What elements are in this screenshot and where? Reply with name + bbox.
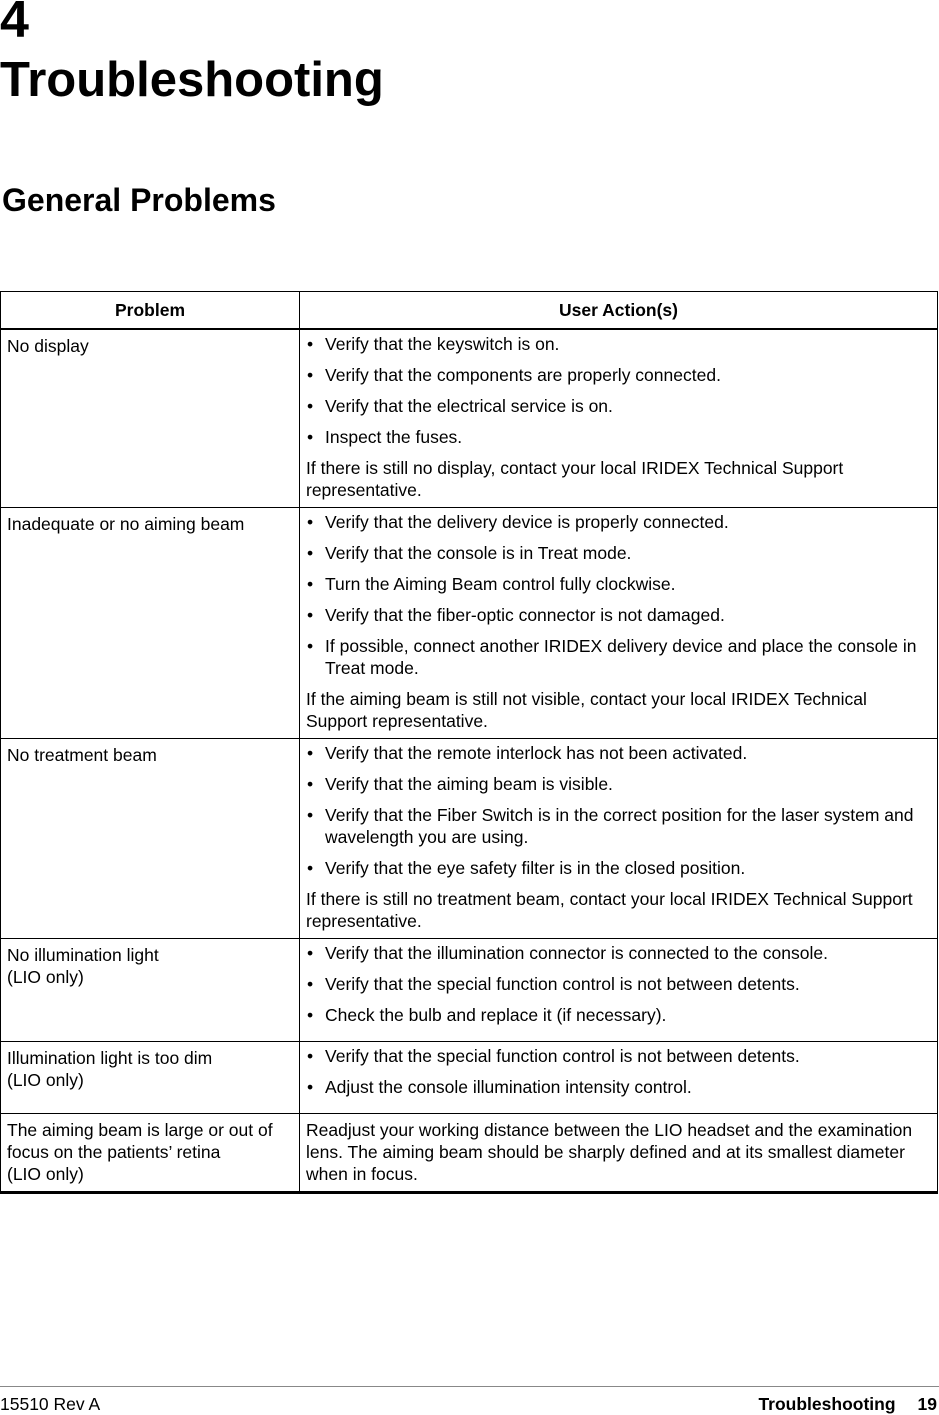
- table-row: [1, 508, 938, 739]
- action-note: If there is still no treatment beam, contact your local IRIDEX Technical Support representative.: [306, 889, 913, 931]
- problem-cell: [1, 739, 300, 939]
- table-row: [1, 1114, 938, 1193]
- action-text: Adjust the console illumination intensity control.: [325, 1077, 692, 1097]
- action-item: [306, 395, 931, 417]
- table-body: [1, 329, 938, 1193]
- bullet-icon: •: [307, 805, 314, 825]
- action-note: Readjust your working distance between the LIO headset and the examination lens. The aiming beam should be sharply defined and at its smallest diameter when in focus.: [306, 1120, 913, 1184]
- footer-page-label: [758, 1394, 937, 1415]
- problem-text: (LIO only): [7, 1070, 84, 1090]
- action-list: [306, 942, 931, 1026]
- table-row: [1, 939, 938, 1042]
- action-text: Verify that the keyswitch is on.: [325, 334, 560, 354]
- action-text: Verify that the delivery device is properly connected.: [325, 512, 729, 532]
- action-item: [306, 364, 931, 386]
- table-row: [1, 1042, 938, 1114]
- actions-cell: [300, 739, 938, 939]
- action-item: [306, 973, 931, 995]
- action-text: Verify that the remote interlock has not been activated.: [325, 743, 748, 763]
- bullet-icon: •: [307, 543, 314, 563]
- bullet-icon: •: [307, 636, 314, 656]
- problem-column-header: Problem: [1, 292, 300, 330]
- bullet-icon: •: [307, 1077, 314, 1097]
- action-text: Verify that the illumination connector is connected to the console.: [325, 943, 828, 963]
- table-header-row: [1, 292, 938, 330]
- problem-text: No treatment beam: [7, 745, 157, 765]
- footer-divider: [0, 1386, 939, 1387]
- actions-cell: [300, 508, 938, 739]
- bullet-icon: •: [307, 974, 314, 994]
- action-item: [306, 333, 931, 355]
- problem-cell: [1, 329, 300, 508]
- bullet-icon: •: [307, 1046, 314, 1066]
- bullet-icon: •: [307, 427, 314, 447]
- actions-cell: [300, 1114, 938, 1193]
- actions-cell: [300, 329, 938, 508]
- bullet-icon: •: [307, 396, 314, 416]
- action-item: [306, 511, 931, 533]
- actions-cell: [300, 1042, 938, 1114]
- action-text: Verify that the components are properly connected.: [325, 365, 721, 385]
- chapter-title: Troubleshooting: [0, 53, 384, 107]
- action-text: Verify that the fiber-optic connector is not damaged.: [325, 605, 725, 625]
- action-item: [306, 742, 931, 764]
- action-item: [306, 1076, 931, 1098]
- footer-page-number: 19: [917, 1394, 937, 1414]
- problem-text: (LIO only): [7, 967, 84, 987]
- action-list: [306, 511, 931, 679]
- action-item: [306, 942, 931, 964]
- problem-cell: [1, 1042, 300, 1114]
- footer-chapter-label: Troubleshooting: [758, 1394, 896, 1414]
- bullet-icon: •: [307, 858, 314, 878]
- action-text: Turn the Aiming Beam control fully clockwise.: [325, 574, 676, 594]
- bullet-icon: •: [307, 365, 314, 385]
- bullet-icon: •: [307, 1005, 314, 1025]
- bullet-icon: •: [307, 774, 314, 794]
- action-note: If there is still no display, contact your local IRIDEX Technical Support representative.: [306, 458, 844, 500]
- bullet-icon: •: [307, 512, 314, 532]
- action-item: [306, 573, 931, 595]
- footer-doc-id: 15510 Rev A: [0, 1394, 101, 1414]
- problem-text: Illumination light is too dim: [7, 1048, 213, 1068]
- action-text: Verify that the console is in Treat mode.: [325, 543, 632, 563]
- bullet-icon: •: [307, 574, 314, 594]
- action-item: [306, 857, 931, 879]
- action-list: [306, 742, 931, 879]
- action-note: If the aiming beam is still not visible, contact your local IRIDEX Technical Support representative.: [306, 689, 867, 731]
- bullet-icon: •: [307, 943, 314, 963]
- action-text: Verify that the Fiber Switch is in the correct position for the laser system and wavelength you are using.: [325, 805, 914, 847]
- action-text: If possible, connect another IRIDEX delivery device and place the console in Treat mode.: [325, 636, 917, 678]
- action-text: Verify that the special function control is not between detents.: [325, 1046, 800, 1066]
- action-item: [306, 426, 931, 448]
- action-item: [306, 773, 931, 795]
- action-item: [306, 1045, 931, 1067]
- problem-text: No illumination light: [7, 945, 159, 965]
- bullet-icon: •: [307, 743, 314, 763]
- problem-text: The aiming beam is large or out of focus on the patients’ retina: [7, 1120, 273, 1162]
- bullet-icon: •: [307, 605, 314, 625]
- action-item: [306, 635, 931, 679]
- action-text: Verify that the aiming beam is visible.: [325, 774, 613, 794]
- actions-cell: [300, 939, 938, 1042]
- action-list: [306, 333, 931, 448]
- table-row: [1, 329, 938, 508]
- action-item: [306, 604, 931, 626]
- bullet-icon: •: [307, 334, 314, 354]
- section-title: General Problems: [2, 182, 276, 218]
- problem-cell: [1, 508, 300, 739]
- action-item: [306, 542, 931, 564]
- action-item: [306, 804, 931, 848]
- troubleshooting-table: [0, 291, 938, 1194]
- action-list: [306, 1045, 931, 1098]
- action-text: Verify that the electrical service is on.: [325, 396, 613, 416]
- problem-cell: [1, 939, 300, 1042]
- actions-column-header: User Action(s): [300, 292, 938, 330]
- problem-text: (LIO only): [7, 1164, 84, 1184]
- problem-text: No display: [7, 336, 89, 356]
- action-text: Verify that the eye safety filter is in the closed position.: [325, 858, 746, 878]
- action-text: Verify that the special function control is not between detents.: [325, 974, 800, 994]
- problem-text: Inadequate or no aiming beam: [7, 514, 245, 534]
- action-text: Check the bulb and replace it (if necessary).: [325, 1005, 667, 1025]
- action-item: [306, 1004, 931, 1026]
- table-row: [1, 739, 938, 939]
- problem-cell: [1, 1114, 300, 1193]
- action-text: Inspect the fuses.: [325, 427, 463, 447]
- chapter-number: 4: [0, 0, 29, 49]
